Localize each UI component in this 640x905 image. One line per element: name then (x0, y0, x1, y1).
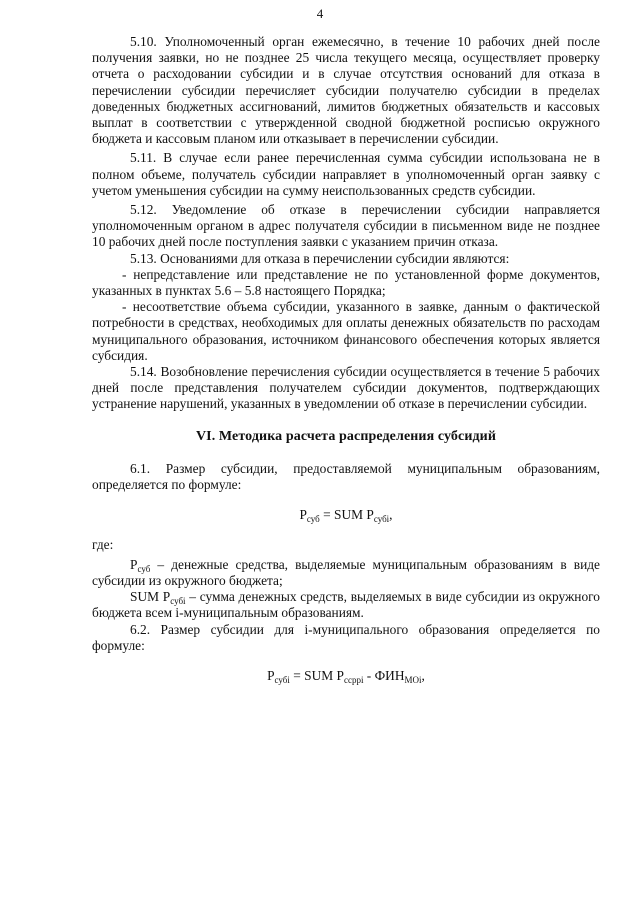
paragraph-6-2: 6.2. Размер субсидии для i-муниципального образования определяется по формуле: (92, 621, 600, 653)
definition-item (92, 589, 600, 621)
paragraph-5-14: 5.14. Возобновление перечисления субсидии осуществляется в течение 5 рабочих дней после представления получателем субсидии документов, подтверждающих устранение нарушений, указанных в уведомлении об отказе в перечислении субсидии. (92, 364, 600, 412)
formula-rhs: = SUM Р (319, 507, 374, 523)
formula-lhs: Р (267, 667, 275, 683)
definition-text: – сумма денежных средств, выделяемых в виде субсидии из окружного бюджета всем i-муниципальным образованиям. (92, 589, 600, 621)
definition-subscript: субi (170, 596, 186, 607)
definition-text: – денежные средства, выделяемые муниципальным образованиям в виде субсидии из окружного бюджета; (92, 556, 600, 588)
formula-tail: , (389, 507, 393, 523)
formula-subscript: МОi (404, 674, 422, 685)
page-number: 4 (316, 6, 324, 21)
formula-lhs: Р (299, 507, 307, 523)
list-item: - несоответствие объема субсидии, указанного в заявке, данным о фактической потребности в средствах, необходимых для оплаты денежных обязательств по расходам муниципального образования, источником финансового обеспечения которых является субсидия. (92, 299, 600, 363)
where-label: где: (92, 537, 114, 553)
paragraph-5-13: 5.13. Основаниями для отказа в перечислении субсидии являются: (130, 250, 510, 266)
definition-item (92, 557, 600, 589)
formula-subsidy-total (92, 507, 600, 523)
paragraph-5-10: 5.10. Уполномоченный орган ежемесячно, в течение 10 рабочих дней после получения заявки, но не позднее 25 числа текущего месяца, осуществляет проверку отчета о расходовании субсидии и в случае отсутствия оснований для отказа в перечислении субсидии перечисляет субсидии получателю субсидии в пределах доведенных бюджетных ассигнований, лимитов бюджетных обязательств и кассовых выплат в соответствии с утвержденной сводной бюджетной росписью окружного бюджета и кассовым планом или отказывает в перечислении субсидии. (92, 34, 600, 147)
definition-subscript: суб (137, 563, 151, 574)
formula-subsidy-per-municipality (92, 668, 600, 684)
formula-subscript: суб (306, 514, 320, 525)
paragraph-5-11: 5.11. В случае если ранее перечисленная сумма субсидии использована не в полном объеме, получатель субсидии направляет в уполномоченный орган заявку с учетом уменьшения субсидии на сумму неиспользованных средств субсидии. (92, 150, 600, 198)
formula-subscript: ссppi (343, 674, 364, 685)
document-body (92, 34, 600, 698)
formula-subscript: субi (274, 674, 290, 685)
formula-minus: - ФИН (363, 667, 405, 683)
formula-rhs: = SUM Р (289, 667, 344, 683)
definition-symbol: SUM Р (130, 589, 171, 605)
formula-subscript: субi (373, 514, 390, 525)
definition-symbol: Р (130, 556, 138, 572)
section-heading: VI. Методика расчета распределения субсидий (195, 428, 497, 444)
paragraph-6-1: 6.1. Размер субсидии, предоставляемой муниципальным образованиям, определяется по формуле: (92, 460, 600, 493)
list-item: - непредставление или представление не по установленной форме документов, указанных в пунктах 5.6 – 5.8 настоящего Порядка; (92, 266, 600, 299)
paragraph-5-12: 5.12. Уведомление об отказе в перечислении субсидии направляется уполномоченным органом в адрес получателя субсидии в письменном виде не позднее 10 рабочих дней после поступления заявки с указанием причин отказа. (92, 202, 600, 250)
formula-tail: , (421, 667, 425, 683)
